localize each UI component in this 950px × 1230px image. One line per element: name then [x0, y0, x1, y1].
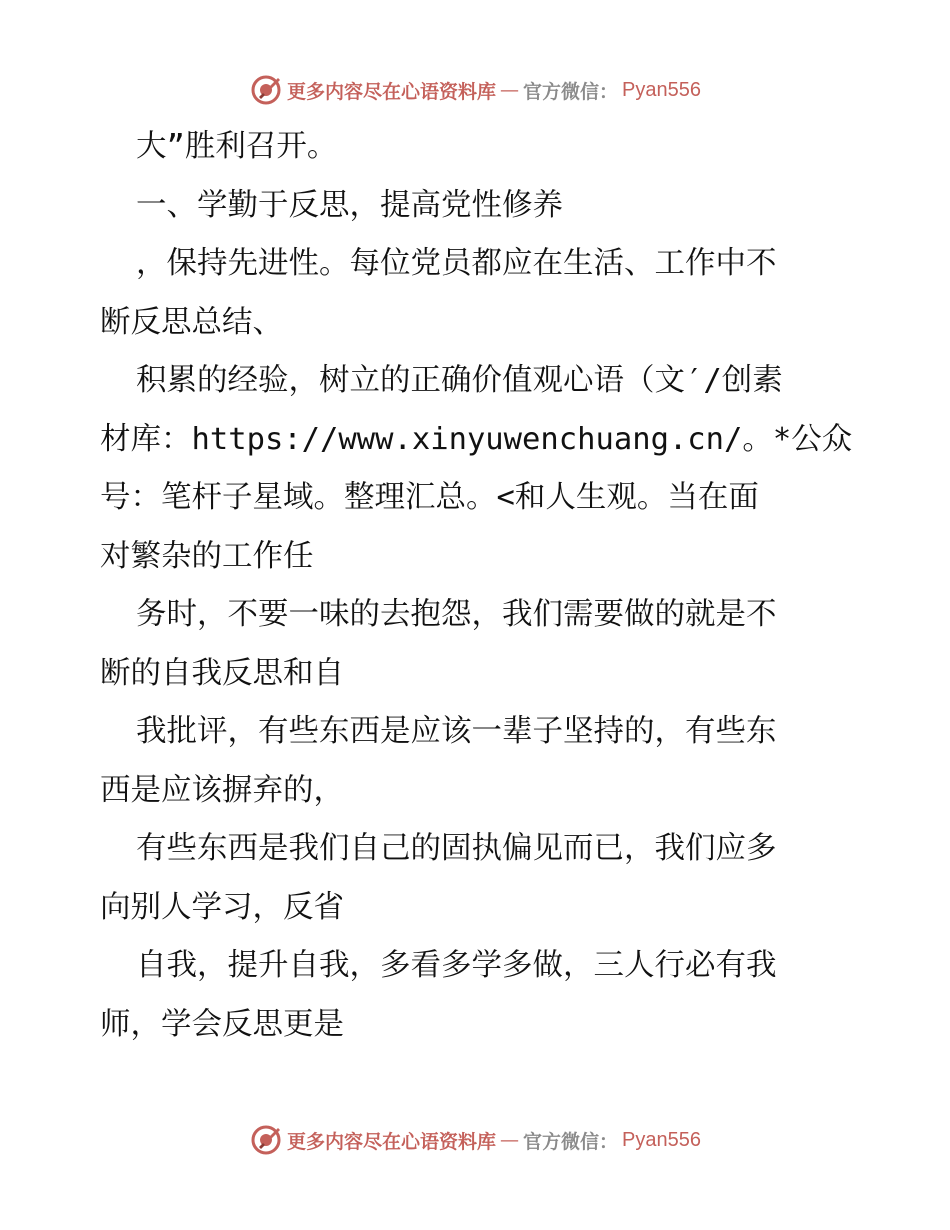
body-line: 务时，不要一味的去抱怨，我们需要做的就是不: [136, 597, 777, 632]
body-line: ，保持先进性。每位党员都应在生活、工作中不: [136, 246, 777, 281]
body-line: 断反思总结、: [100, 304, 283, 340]
footer-dash: —: [500, 1129, 520, 1151]
body-line: 有些东西是我们自己的固执偏见而已，我们应多: [136, 831, 777, 866]
body-line: 积累的经验，树立的正确价值观心语（文′/创素: [136, 363, 783, 398]
header-watermark: [0, 70, 950, 110]
document-body: [100, 118, 852, 1054]
header-account: Pyan556: [622, 78, 701, 101]
body-line: 向别人学习，反省: [100, 889, 344, 925]
footer-account: Pyan556: [622, 1128, 701, 1151]
body-line: 我批评，有些东西是应该一辈子坚持的，有些东: [136, 714, 777, 749]
footer-label: 官方微信：: [523, 1130, 619, 1153]
body-line: 一、学勤于反思，提高党性修养: [136, 187, 563, 223]
body-line: 材库：https://www.xinyuwenchuang.cn/。*公众: [100, 421, 853, 457]
body-line: 断的自我反思和自: [100, 655, 344, 691]
body-line: 师，学会反思更是: [100, 1006, 344, 1042]
header-dash: —: [500, 79, 520, 101]
pen-logo-icon: [249, 73, 283, 107]
footer-brand-text: 更多内容尽在心语资料库: [287, 1130, 497, 1153]
body-line: 西是应该摒弃的，: [100, 772, 344, 808]
pen-logo-icon: [249, 1123, 283, 1157]
header-brand-text: 更多内容尽在心语资料库: [287, 80, 497, 103]
body-line: 号：笔杆子星域。整理汇总。<和人生观。当在面: [100, 480, 759, 515]
body-line: 大”胜利召开。: [136, 129, 338, 164]
header-label: 官方微信：: [523, 80, 619, 103]
body-line: 对繁杂的工作任: [100, 538, 314, 574]
footer-watermark: [0, 1120, 950, 1160]
body-line: 自我，提升自我，多看多学多做，三人行必有我: [136, 948, 777, 983]
